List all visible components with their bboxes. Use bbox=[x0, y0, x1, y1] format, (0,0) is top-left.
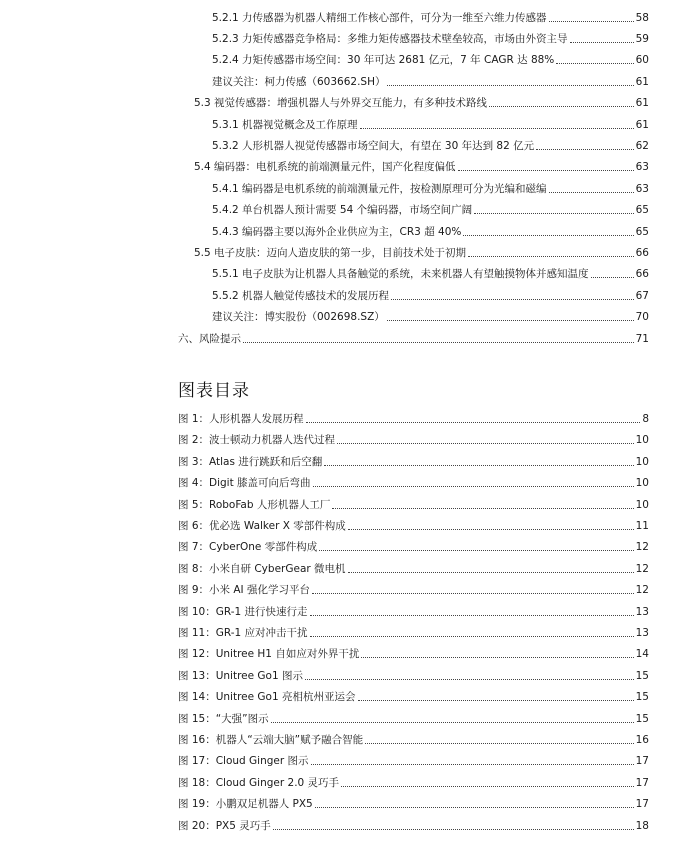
figure-entry-text: 图 15：“大强”图示 bbox=[178, 713, 269, 725]
figure-entry[interactable] bbox=[178, 726, 649, 747]
leader-dots bbox=[319, 549, 633, 551]
leader-dots bbox=[348, 571, 634, 573]
figure-entry-page: 17 bbox=[635, 777, 649, 789]
leader-dots bbox=[536, 148, 633, 150]
toc-entry[interactable] bbox=[212, 25, 649, 46]
toc-entry-page: 61 bbox=[635, 97, 649, 109]
figure-entry-text: 图 9：小米 AI 强化学习平台 bbox=[178, 584, 310, 596]
figure-entry-text: 图 1：人形机器人发展历程 bbox=[178, 413, 304, 425]
toc-entry-text: 5.3 视觉传感器：增强机器人与外界交互能力，有多种技术路线 bbox=[194, 97, 488, 109]
toc-entry[interactable] bbox=[194, 239, 649, 260]
figure-entry-text: 图 18：Cloud Ginger 2.0 灵巧手 bbox=[178, 777, 340, 789]
toc-entry[interactable] bbox=[178, 325, 649, 346]
figure-entry-page: 8 bbox=[642, 413, 649, 425]
figure-entry-text: 图 19：小鹏双足机器人 PX5 bbox=[178, 798, 313, 810]
toc-entry-text: 5.4.3 编码器主要以海外企业供应为主，CR3 超 40% bbox=[212, 226, 462, 238]
toc-entry[interactable] bbox=[212, 303, 649, 324]
leader-dots bbox=[463, 234, 633, 236]
figure-entry[interactable] bbox=[178, 512, 649, 533]
figure-entry[interactable] bbox=[178, 747, 649, 768]
leader-dots bbox=[313, 485, 634, 487]
figure-entry[interactable] bbox=[178, 769, 649, 790]
figure-entry-text: 图 12：Unitree H1 自如应对外界干扰 bbox=[178, 648, 360, 660]
toc-entry-text: 5.5 电子皮肤：迈向人造皮肤的第一步，目前技术处于初期 bbox=[194, 247, 467, 259]
toc-entry-page: 62 bbox=[635, 140, 649, 152]
figure-entry-text: 图 7：CyberOne 零部件构成 bbox=[178, 541, 318, 553]
figure-entry-text: 图 11：GR-1 应对冲击干扰 bbox=[178, 627, 308, 639]
leader-dots bbox=[312, 592, 634, 594]
toc-entry[interactable] bbox=[212, 4, 649, 25]
leader-dots bbox=[474, 212, 634, 214]
figure-entry[interactable] bbox=[178, 491, 649, 512]
figure-entry-page: 17 bbox=[635, 755, 649, 767]
toc-entry-text: 5.4.1 编码器是电机系统的前端测量元件，按检测原理可分为光编和磁编 bbox=[212, 183, 547, 195]
toc-entry[interactable] bbox=[212, 46, 649, 67]
figure-entry-text: 图 16：机器人“云端大脑”赋予融合智能 bbox=[178, 734, 364, 746]
figure-entry-text: 图 3：Atlas 进行跳跃和后空翻 bbox=[178, 456, 323, 468]
toc-entry[interactable] bbox=[194, 89, 649, 110]
leader-dots bbox=[348, 528, 634, 530]
leader-dots bbox=[273, 828, 634, 830]
figure-entry[interactable] bbox=[178, 448, 649, 469]
toc-entry-page: 59 bbox=[635, 33, 649, 45]
leader-dots bbox=[591, 276, 634, 278]
toc-entry-text: 5.5.1 电子皮肤为让机器人具备触觉的系统，未来机器人有望触摸物体并感知温度 bbox=[212, 268, 589, 280]
toc-entry[interactable] bbox=[212, 196, 649, 217]
toc-entry-page: 60 bbox=[635, 54, 649, 66]
figure-entry-text: 图 20：PX5 灵巧手 bbox=[178, 820, 271, 832]
figure-entry-page: 15 bbox=[635, 670, 649, 682]
figure-entry[interactable] bbox=[178, 598, 649, 619]
leader-dots bbox=[341, 785, 634, 787]
figure-entry[interactable] bbox=[178, 555, 649, 576]
leader-dots bbox=[305, 678, 634, 680]
toc-entry-text: 六、风险提示 bbox=[178, 333, 241, 345]
figure-entry-page: 14 bbox=[635, 648, 649, 660]
figure-entry[interactable] bbox=[178, 790, 649, 811]
toc-entry-text: 5.2.4 力矩传感器市场空间：30 年可达 2681 亿元，7 年 CAGR 达 88% bbox=[212, 54, 555, 66]
toc-entry[interactable] bbox=[212, 282, 649, 303]
figure-entry-text: 图 13：Unitree Go1 图示 bbox=[178, 670, 303, 682]
figure-entry-page: 18 bbox=[635, 820, 649, 832]
figure-entry-page: 10 bbox=[635, 456, 649, 468]
toc-entry-page: 58 bbox=[635, 12, 649, 24]
figure-entry-text: 图 10：GR-1 进行快速行走 bbox=[178, 606, 308, 618]
figure-entry-page: 10 bbox=[635, 499, 649, 511]
toc-entry[interactable] bbox=[212, 111, 649, 132]
figure-entry-page: 15 bbox=[635, 713, 649, 725]
figure-entry-page: 10 bbox=[635, 477, 649, 489]
toc-entry-page: 63 bbox=[635, 161, 649, 173]
toc-entry-page: 66 bbox=[635, 247, 649, 259]
figure-entry-text: 图 14：Unitree Go1 亮相杭州亚运会 bbox=[178, 691, 356, 703]
figure-entry-page: 15 bbox=[635, 691, 649, 703]
toc-entry-page: 61 bbox=[635, 119, 649, 131]
figure-entry-text: 图 4：Digit 膝盖可向后弯曲 bbox=[178, 477, 311, 489]
leader-dots bbox=[358, 699, 634, 701]
toc-entry-text: 5.2.1 力传感器为机器人精细工作核心部件，可分为一维至六维力传感器 bbox=[212, 12, 547, 24]
figure-entry[interactable] bbox=[178, 533, 649, 554]
toc-entry-text: 5.4.2 单台机器人预计需要 54 个编码器，市场空间广阔 bbox=[212, 204, 473, 216]
leader-dots bbox=[549, 20, 634, 22]
figure-entry[interactable] bbox=[178, 619, 649, 640]
leader-dots bbox=[332, 507, 633, 509]
figure-entry[interactable] bbox=[178, 640, 649, 661]
toc-entry-page: 66 bbox=[635, 268, 649, 280]
figure-entry-page: 17 bbox=[635, 798, 649, 810]
leader-dots bbox=[365, 742, 634, 744]
figure-entry-text: 图 2：波士顿动力机器人迭代过程 bbox=[178, 434, 336, 446]
toc-entry-text: 5.2.3 力矩传感器竞争格局：多维力矩传感器技术壁垒较高，市场由外资主导 bbox=[212, 33, 568, 45]
leader-dots bbox=[306, 421, 641, 423]
leader-dots bbox=[311, 763, 634, 765]
figures-list-title: 图表目录 bbox=[178, 381, 250, 401]
leader-dots bbox=[271, 721, 634, 723]
toc-entry[interactable] bbox=[212, 132, 649, 153]
leader-dots bbox=[315, 806, 634, 808]
toc-entry-page: 61 bbox=[635, 76, 649, 88]
toc-entry[interactable] bbox=[212, 68, 649, 89]
figure-entry-text: 图 17：Cloud Ginger 图示 bbox=[178, 755, 309, 767]
leader-dots bbox=[310, 635, 634, 637]
leader-dots bbox=[387, 319, 634, 321]
toc-entry-text: 建议关注：博实股份（002698.SZ） bbox=[212, 311, 385, 323]
leader-dots bbox=[387, 84, 633, 86]
leader-dots bbox=[570, 41, 634, 43]
leader-dots bbox=[360, 127, 634, 129]
leader-dots bbox=[458, 169, 634, 171]
toc-entry[interactable] bbox=[212, 218, 649, 239]
figure-entry[interactable] bbox=[178, 426, 649, 447]
figure-entry[interactable] bbox=[178, 576, 649, 597]
leader-dots bbox=[556, 62, 633, 64]
leader-dots bbox=[310, 614, 634, 616]
figure-entry-page: 16 bbox=[635, 734, 649, 746]
toc-entry-page: 71 bbox=[635, 333, 649, 345]
figure-entry[interactable] bbox=[178, 705, 649, 726]
toc-entry-page: 65 bbox=[635, 226, 649, 238]
figure-entry[interactable] bbox=[178, 812, 649, 833]
toc-entry-page: 70 bbox=[635, 311, 649, 323]
figure-entry-page: 13 bbox=[635, 606, 649, 618]
figure-entry-page: 11 bbox=[635, 520, 649, 532]
toc-entry-page: 63 bbox=[635, 183, 649, 195]
figure-entry-page: 12 bbox=[635, 563, 649, 575]
figure-entry[interactable] bbox=[178, 469, 649, 490]
leader-dots bbox=[549, 191, 634, 193]
toc-entry-text: 5.5.2 机器人触觉传感技术的发展历程 bbox=[212, 290, 390, 302]
figure-entry[interactable] bbox=[178, 683, 649, 704]
figure-entry-text: 图 5：RoboFab 人形机器人工厂 bbox=[178, 499, 331, 511]
toc-entry-text: 建议关注：柯力传感（603662.SH） bbox=[212, 76, 386, 88]
leader-dots bbox=[361, 656, 633, 658]
figure-entry-page: 12 bbox=[635, 584, 649, 596]
toc-entry[interactable] bbox=[194, 153, 649, 174]
toc-entry[interactable] bbox=[212, 175, 649, 196]
leader-dots bbox=[391, 298, 634, 300]
leader-dots bbox=[489, 105, 634, 107]
figure-entry[interactable] bbox=[178, 405, 649, 426]
figure-entry-page: 12 bbox=[635, 541, 649, 553]
figure-entry-text: 图 8：小米自研 CyberGear 微电机 bbox=[178, 563, 346, 575]
figure-entry-page: 10 bbox=[635, 434, 649, 446]
leader-dots bbox=[243, 341, 634, 343]
toc-entry-text: 5.3.2 人形机器人视觉传感器市场空间大，有望在 30 年达到 82 亿元 bbox=[212, 140, 535, 152]
toc-entry-page: 65 bbox=[635, 204, 649, 216]
toc-entry-page: 67 bbox=[635, 290, 649, 302]
figure-entry-text: 图 6：优必选 Walker X 零部件构成 bbox=[178, 520, 346, 532]
leader-dots bbox=[468, 255, 634, 257]
toc-entry[interactable] bbox=[212, 260, 649, 281]
toc-entry-text: 5.3.1 机器视觉概念及工作原理 bbox=[212, 119, 358, 131]
figure-entry[interactable] bbox=[178, 662, 649, 683]
figure-entry-page: 13 bbox=[635, 627, 649, 639]
toc-entry-text: 5.4 编码器：电机系统的前端测量元件，国产化程度偏低 bbox=[194, 161, 456, 173]
leader-dots bbox=[337, 442, 634, 444]
leader-dots bbox=[324, 464, 633, 466]
